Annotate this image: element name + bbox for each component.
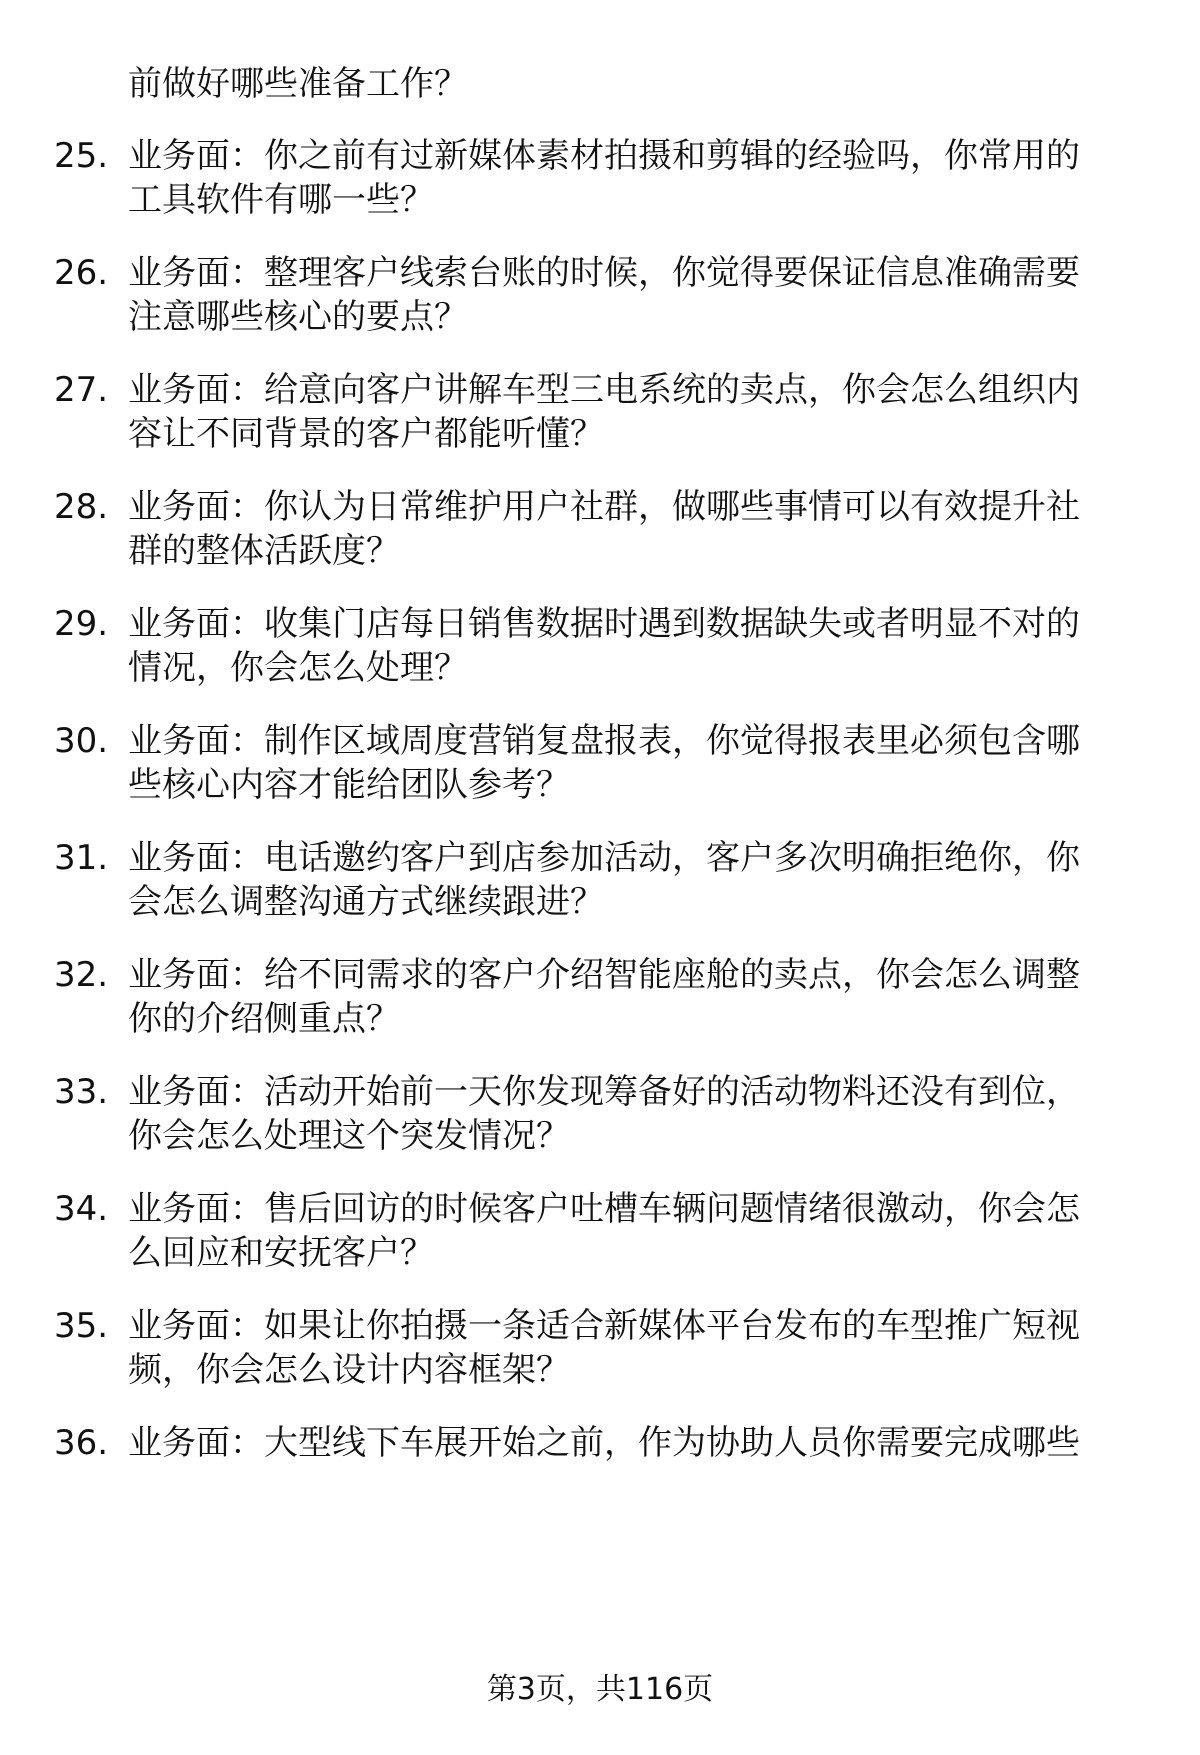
question-line: 注意哪些核心的要点？	[128, 297, 468, 337]
question-line: 业务面：给意向客户讲解车型三电系统的卖点，你会怎么组织内	[128, 370, 1080, 410]
question-line: 群的整体活跃度？	[128, 531, 400, 571]
question-number: 30.	[54, 721, 109, 761]
question-line: 业务面：电话邀约客户到店参加活动，客户多次明确拒绝你，你	[128, 838, 1080, 878]
question-line: 你的介绍侧重点？	[128, 999, 400, 1039]
question-line: 业务面：大型线下车展开始之前，作为协助人员你需要完成哪些	[128, 1423, 1080, 1463]
question-number: 33.	[54, 1072, 109, 1112]
question-line: 么回应和安抚客户？	[128, 1233, 434, 1273]
question-line: 业务面：售后回访的时候客户吐槽车辆问题情绪很激动，你会怎	[128, 1189, 1080, 1229]
question-text	[128, 953, 1140, 1041]
question-text	[128, 251, 1140, 339]
question-number: 36.	[54, 1423, 109, 1463]
question-line: 情况，你会怎么处理？	[128, 648, 468, 688]
question-line: 业务面：制作区域周度营销复盘报表，你觉得报表里必须包含哪	[128, 721, 1080, 761]
question-line: 业务面：收集门店每日销售数据时遇到数据缺失或者明显不对的	[128, 604, 1080, 644]
question-number: 27.	[54, 370, 109, 410]
question-line: 些核心内容才能给团队参考？	[128, 765, 570, 805]
question-text	[128, 1070, 1140, 1158]
question-number: 28.	[54, 487, 109, 527]
question-line: 业务面：给不同需求的客户介绍智能座舱的卖点，你会怎么调整	[128, 955, 1080, 995]
question-text	[128, 1304, 1140, 1392]
question-line: 业务面：你认为日常维护用户社群，做哪些事情可以有效提升社	[128, 487, 1080, 527]
page-footer: 第3页，共116页	[486, 1672, 714, 1707]
question-line: 业务面：如果让你拍摄一条适合新媒体平台发布的车型推广短视	[128, 1306, 1080, 1346]
question-continuation: 前做好哪些准备工作？	[128, 64, 468, 104]
question-number: 26.	[54, 253, 109, 293]
question-number: 31.	[54, 838, 109, 878]
question-number: 32.	[54, 955, 109, 995]
question-line: 你会怎么处理这个突发情况？	[128, 1116, 570, 1156]
question-text	[128, 134, 1140, 222]
question-text	[128, 1187, 1140, 1275]
question-line: 频，你会怎么设计内容框架？	[128, 1350, 570, 1390]
question-text	[128, 1421, 1140, 1465]
question-line: 工具软件有哪一些？	[128, 180, 434, 220]
question-text	[128, 368, 1140, 456]
question-text	[128, 602, 1140, 690]
question-line: 业务面：你之前有过新媒体素材拍摄和剪辑的经验吗，你常用的	[128, 136, 1080, 176]
question-text	[128, 719, 1140, 807]
question-text	[128, 485, 1140, 573]
question-line: 业务面：活动开始前一天你发现筹备好的活动物料还没有到位，	[128, 1072, 1080, 1112]
question-number: 35.	[54, 1306, 109, 1346]
question-number: 25.	[54, 136, 109, 176]
question-line: 业务面：整理客户线索台账的时候，你觉得要保证信息准确需要	[128, 253, 1080, 293]
question-number: 29.	[54, 604, 109, 644]
question-number: 34.	[54, 1189, 109, 1229]
question-line: 容让不同背景的客户都能听懂？	[128, 414, 604, 454]
question-line: 会怎么调整沟通方式继续跟进？	[128, 882, 604, 922]
question-text	[128, 836, 1140, 924]
